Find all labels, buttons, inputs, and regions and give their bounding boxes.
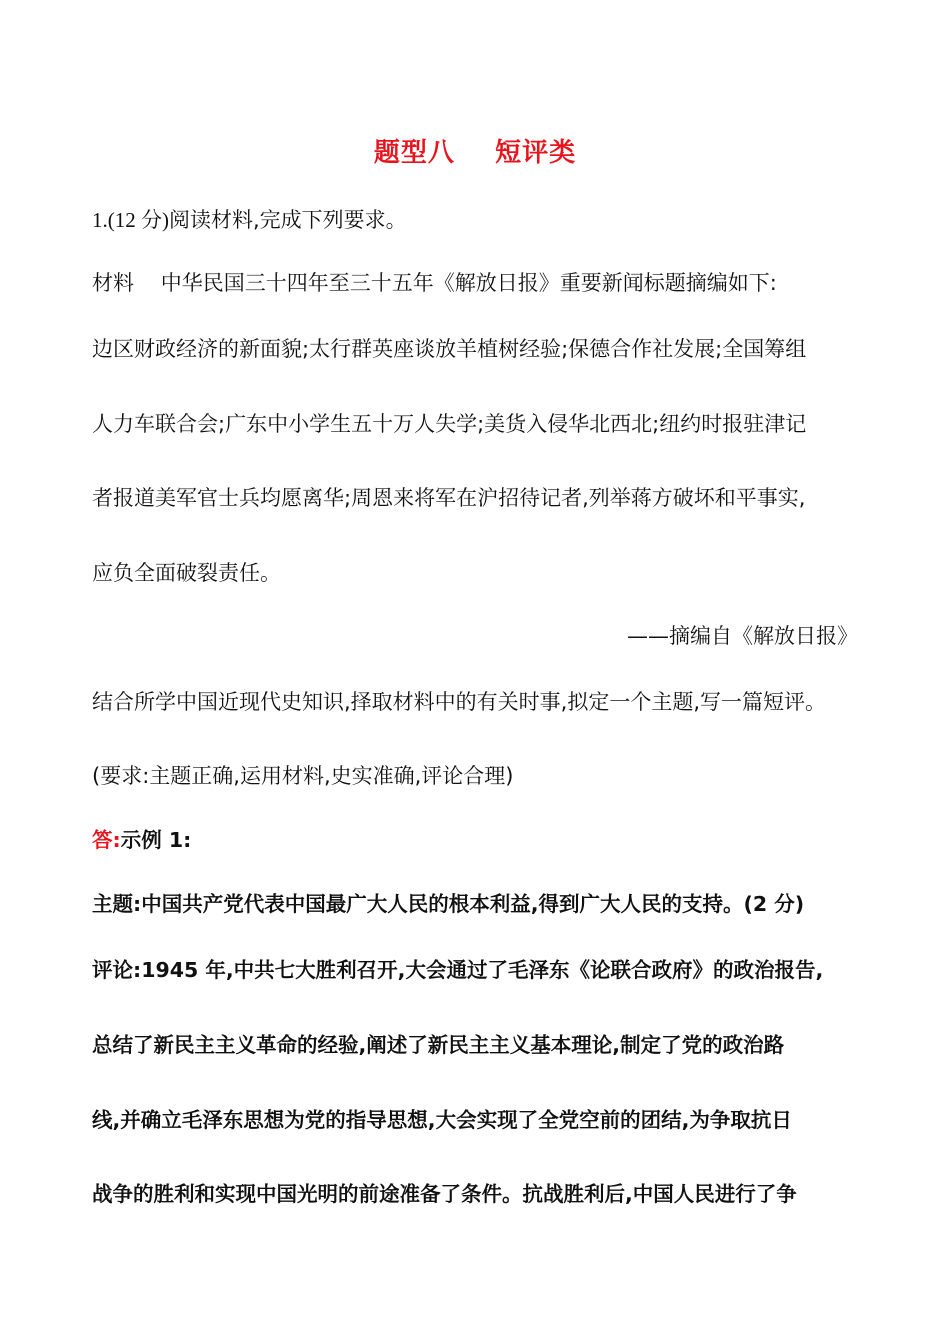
answer-label: 答: <box>92 828 121 852</box>
question-instruction: 阅读材料,完成下列要求。 <box>169 208 407 232</box>
answer-comment-line-4: 战争的胜利和实现中国光明的前途准备了条件。抗战胜利后,中国人民进行了争 <box>92 1182 797 1206</box>
material-line-3: 者报道美军官士兵均愿离华;周恩来将军在沪招待记者,列举蒋方破坏和平事实, <box>92 486 806 510</box>
material-source: ——摘编自《解放日报》 <box>627 624 858 648</box>
question-number: 1.(12 分) <box>92 208 169 232</box>
answer-example: 示例 1: <box>120 828 192 852</box>
material-intro: 材料 中华民国三十四年至三十五年《解放日报》重要新闻标题摘编如下: <box>92 271 777 295</box>
material-line-4: 应负全面破裂责任。 <box>92 561 281 585</box>
material-line-1: 边区财政经济的新面貌;太行群英座谈放羊植树经验;保德合作社发展;全国筹组 <box>92 337 807 361</box>
material-line-2: 人力车联合会;广东中小学生五十万人失学;美货入侵华北西北;纽约时报驻津记 <box>92 412 807 436</box>
answer-theme: 主题:中国共产党代表中国最广大人民的根本利益,得到广大人民的支持。(2 分) <box>92 892 805 916</box>
answer-comment-line-1: 评论:1945 年,中共七大胜利召开,大会通过了毛泽东《论联合政府》的政治报告, <box>92 958 824 982</box>
answer-comment-line-2: 总结了新民主主义革命的经验,阐述了新民主主义基本理论,制定了党的政治路 <box>92 1033 785 1057</box>
page-title: 题型八 短评类 <box>373 138 577 168</box>
question-task: 结合所学中国近现代史知识,择取材料中的有关时事,拟定一个主题,写一篇短评。 <box>92 690 827 714</box>
answer-comment-line-3: 线,并确立毛泽东思想为党的指导思想,大会实现了全党空前的团结,为争取抗日 <box>92 1108 792 1132</box>
answer-header <box>92 826 872 854</box>
question-header <box>92 206 872 234</box>
question-requirement: (要求:主题正确,运用材料,史实准确,评论合理) <box>92 764 514 788</box>
